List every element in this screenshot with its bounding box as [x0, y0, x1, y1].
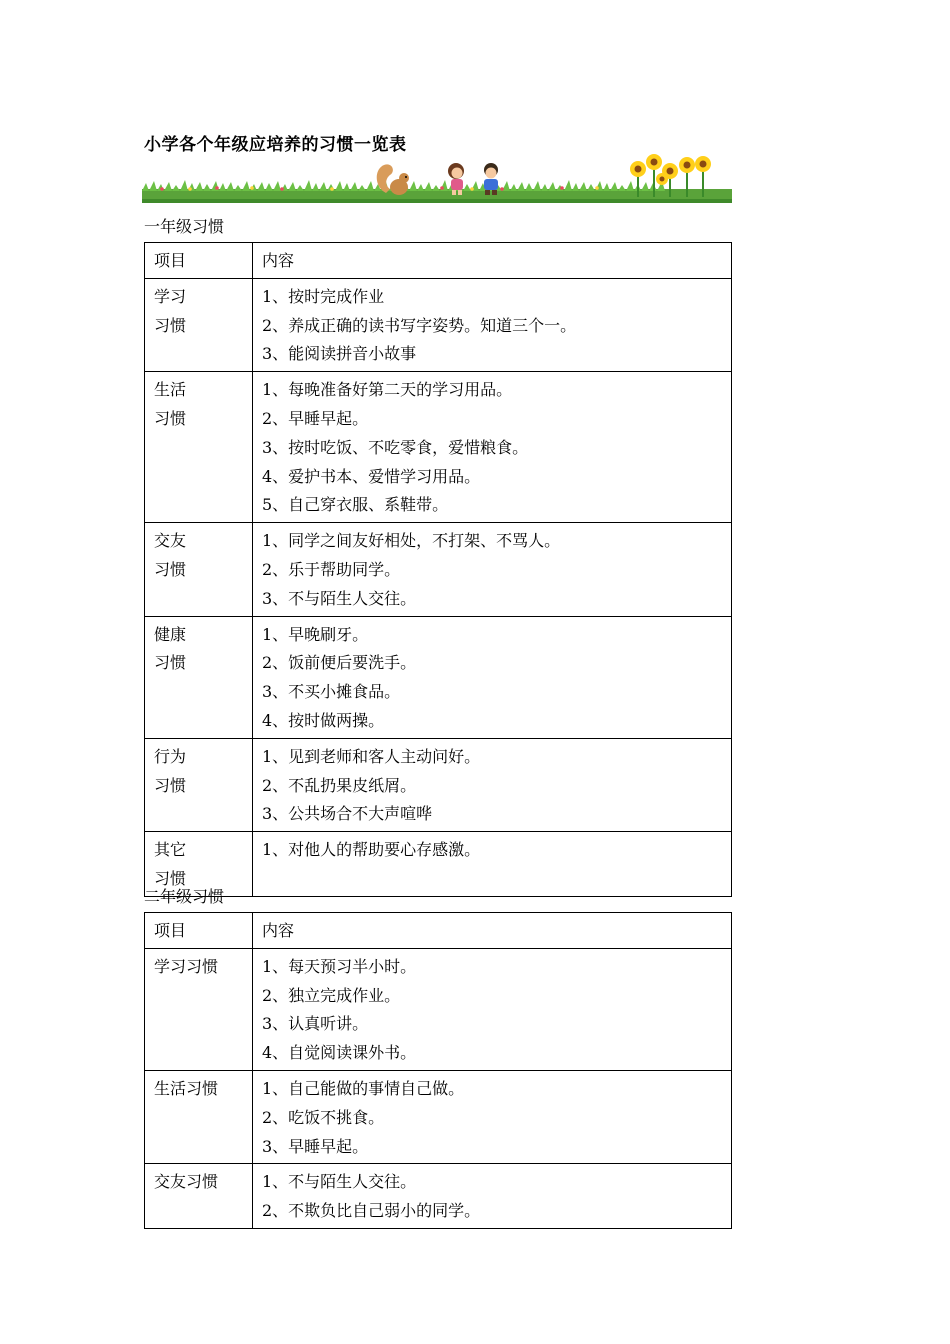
list-item: 2、吃饭不挑食。	[262, 1107, 385, 1127]
category-label: 其它	[154, 840, 187, 860]
category-cell	[145, 1070, 253, 1163]
content-cell	[253, 616, 732, 738]
list-item: 3、早睡早起。	[262, 1136, 369, 1156]
list-item: 3、不与陌生人交往。	[262, 588, 417, 608]
content-cell	[253, 948, 732, 1070]
grade2-table	[144, 912, 732, 1229]
category-label: 习惯	[154, 559, 187, 579]
content-cell	[253, 372, 732, 523]
header-item-cell: 项目	[145, 913, 253, 949]
table-row	[145, 1070, 732, 1163]
content-cell	[253, 278, 732, 371]
category-label: 习惯	[154, 868, 187, 888]
table-row	[145, 372, 732, 523]
content-cell	[253, 523, 732, 616]
list-item: 1、见到老师和客人主动问好。	[262, 746, 481, 766]
list-item: 1、对他人的帮助要心存感激。	[262, 840, 481, 860]
table-row	[145, 1164, 732, 1229]
header-content-cell: 内容	[253, 243, 732, 279]
category-label: 交友习惯	[154, 1172, 219, 1192]
content-cell	[253, 738, 732, 831]
category-label: 交友	[154, 531, 187, 551]
category-cell	[145, 1164, 253, 1229]
grade2-heading: 二年级习惯	[144, 887, 225, 906]
content-cell	[253, 1164, 732, 1229]
list-item: 1、每晚准备好第二天的学习用品。	[262, 380, 513, 400]
list-item: 3、公共场合不大声喧哗	[262, 804, 433, 824]
list-item: 2、不欺负比自己弱小的同学。	[262, 1201, 481, 1221]
content-cell	[253, 832, 732, 897]
category-cell	[145, 616, 253, 738]
category-label: 学习	[154, 286, 187, 306]
list-item: 3、能阅读拼音小故事	[262, 344, 417, 364]
list-item: 1、自己能做的事情自己做。	[262, 1078, 465, 1098]
table-row	[145, 738, 732, 831]
list-item: 2、不乱扔果皮纸屑。	[262, 775, 417, 795]
table-header-row	[145, 243, 732, 279]
list-item: 2、独立完成作业。	[262, 985, 401, 1005]
grass-banner-illustration	[142, 153, 732, 205]
category-cell	[145, 948, 253, 1070]
list-item: 2、养成正确的读书写字姿势。知道三个一。	[262, 315, 577, 335]
list-item: 2、乐于帮助同学。	[262, 559, 401, 579]
category-label: 生活	[154, 380, 187, 400]
list-item: 1、早晚刷牙。	[262, 624, 369, 644]
category-label: 行为	[154, 746, 187, 766]
header-content-cell: 内容	[253, 913, 732, 949]
table-row	[145, 278, 732, 371]
list-item: 1、按时完成作业	[262, 286, 385, 306]
list-item: 4、按时做两操。	[262, 710, 385, 730]
category-label: 学习习惯	[154, 956, 219, 976]
page-title: 小学各个年级应培养的习惯一览表	[144, 135, 407, 155]
list-item: 3、按时吃饭、不吃零食，爱惜粮食。	[262, 437, 529, 457]
content-cell	[253, 1070, 732, 1163]
list-item: 3、认真听讲。	[262, 1014, 369, 1034]
category-label: 生活习惯	[154, 1078, 219, 1098]
category-cell	[145, 738, 253, 831]
list-item: 1、每天预习半小时。	[262, 956, 417, 976]
category-label: 习惯	[154, 315, 187, 335]
category-label: 习惯	[154, 408, 187, 428]
category-cell	[145, 372, 253, 523]
category-label: 习惯	[154, 653, 187, 673]
category-cell	[145, 278, 253, 371]
list-item: 1、同学之间友好相处，不打架、不骂人。	[262, 531, 561, 551]
list-item: 2、早睡早起。	[262, 408, 369, 428]
category-label: 健康	[154, 624, 187, 644]
list-item: 3、不买小摊食品。	[262, 682, 401, 702]
table-row	[145, 948, 732, 1070]
list-item: 2、饭前便后要洗手。	[262, 653, 417, 673]
table-row	[145, 523, 732, 616]
category-label: 习惯	[154, 775, 187, 795]
category-cell	[145, 523, 253, 616]
grass-strip	[142, 180, 732, 203]
header-item-cell: 项目	[145, 243, 253, 279]
grade1-heading: 一年级习惯	[144, 217, 225, 236]
list-item: 4、爱护书本、爱惜学习用品。	[262, 466, 481, 486]
table-header-row	[145, 913, 732, 949]
table-row	[145, 832, 732, 897]
list-item: 4、自觉阅读课外书。	[262, 1043, 417, 1063]
table-row	[145, 616, 732, 738]
list-item: 1、不与陌生人交往。	[262, 1172, 417, 1192]
list-item: 5、自己穿衣服、系鞋带。	[262, 495, 449, 515]
grade1-table	[144, 242, 732, 897]
